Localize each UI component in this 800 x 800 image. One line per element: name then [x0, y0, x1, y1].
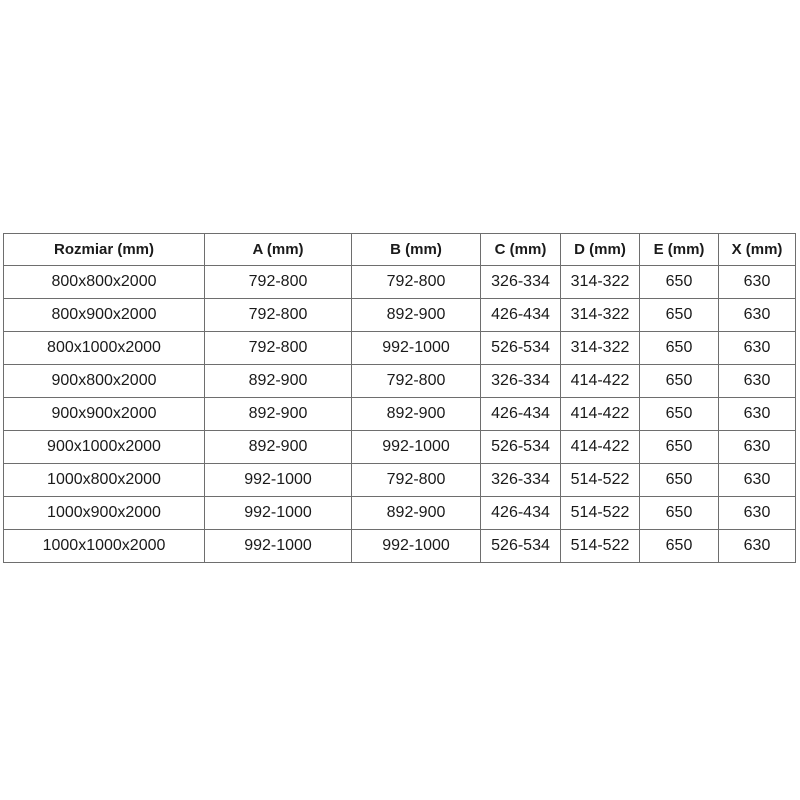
table-cell: 314-322 [561, 299, 640, 332]
table-row [4, 365, 796, 398]
table-cell: 514-522 [561, 497, 640, 530]
column-header: B (mm) [352, 234, 481, 266]
table-cell: 326-334 [481, 266, 561, 299]
table-cell: 650 [640, 530, 719, 563]
table-cell: 800x1000x2000 [4, 332, 205, 365]
table-cell: 800x800x2000 [4, 266, 205, 299]
table-cell: 630 [719, 431, 796, 464]
table-cell: 992-1000 [205, 530, 352, 563]
table-row [4, 464, 796, 497]
table-cell: 792-800 [205, 299, 352, 332]
column-header: X (mm) [719, 234, 796, 266]
table-cell: 630 [719, 530, 796, 563]
table-cell: 792-800 [205, 332, 352, 365]
table-cell: 630 [719, 365, 796, 398]
column-header: D (mm) [561, 234, 640, 266]
table-cell: 414-422 [561, 431, 640, 464]
column-header: C (mm) [481, 234, 561, 266]
table-cell: 792-800 [352, 464, 481, 497]
table-cell: 514-522 [561, 530, 640, 563]
table-cell: 314-322 [561, 266, 640, 299]
table-cell: 1000x900x2000 [4, 497, 205, 530]
dimensions-table-container [3, 233, 796, 563]
table-row [4, 332, 796, 365]
table-row [4, 299, 796, 332]
table-cell: 892-900 [352, 497, 481, 530]
table-cell: 630 [719, 266, 796, 299]
table-cell: 900x1000x2000 [4, 431, 205, 464]
table-cell: 650 [640, 332, 719, 365]
table-cell: 326-334 [481, 365, 561, 398]
table-cell: 650 [640, 266, 719, 299]
table-cell: 892-900 [352, 299, 481, 332]
table-head [4, 234, 796, 266]
table-cell: 892-900 [205, 365, 352, 398]
table-cell: 630 [719, 398, 796, 431]
table-cell: 650 [640, 365, 719, 398]
table-cell: 630 [719, 299, 796, 332]
table-cell: 426-434 [481, 299, 561, 332]
table-cell: 1000x800x2000 [4, 464, 205, 497]
table-cell: 650 [640, 398, 719, 431]
table-cell: 630 [719, 497, 796, 530]
table-cell: 992-1000 [352, 530, 481, 563]
table-row [4, 497, 796, 530]
table-row [4, 431, 796, 464]
table-cell: 650 [640, 497, 719, 530]
table-cell: 326-334 [481, 464, 561, 497]
header-row [4, 234, 796, 266]
table-cell: 526-534 [481, 431, 561, 464]
dimensions-table [3, 233, 796, 563]
table-cell: 900x800x2000 [4, 365, 205, 398]
table-row [4, 266, 796, 299]
table-cell: 892-900 [352, 398, 481, 431]
table-cell: 992-1000 [205, 497, 352, 530]
table-cell: 650 [640, 464, 719, 497]
table-row [4, 398, 796, 431]
table-cell: 514-522 [561, 464, 640, 497]
table-cell: 650 [640, 431, 719, 464]
table-cell: 792-800 [352, 266, 481, 299]
table-cell: 792-800 [205, 266, 352, 299]
table-cell: 630 [719, 332, 796, 365]
table-cell: 526-534 [481, 530, 561, 563]
table-cell: 992-1000 [352, 431, 481, 464]
table-cell: 992-1000 [205, 464, 352, 497]
table-cell: 426-434 [481, 398, 561, 431]
table-cell: 900x900x2000 [4, 398, 205, 431]
table-cell: 414-422 [561, 365, 640, 398]
table-cell: 1000x1000x2000 [4, 530, 205, 563]
table-cell: 892-900 [205, 398, 352, 431]
table-cell: 526-534 [481, 332, 561, 365]
table-cell: 630 [719, 464, 796, 497]
table-body [4, 266, 796, 563]
table-cell: 426-434 [481, 497, 561, 530]
table-row [4, 530, 796, 563]
table-cell: 892-900 [205, 431, 352, 464]
column-header: Rozmiar (mm) [4, 234, 205, 266]
table-cell: 792-800 [352, 365, 481, 398]
column-header: E (mm) [640, 234, 719, 266]
column-header: A (mm) [205, 234, 352, 266]
table-cell: 650 [640, 299, 719, 332]
table-cell: 414-422 [561, 398, 640, 431]
table-cell: 992-1000 [352, 332, 481, 365]
table-cell: 800x900x2000 [4, 299, 205, 332]
table-cell: 314-322 [561, 332, 640, 365]
